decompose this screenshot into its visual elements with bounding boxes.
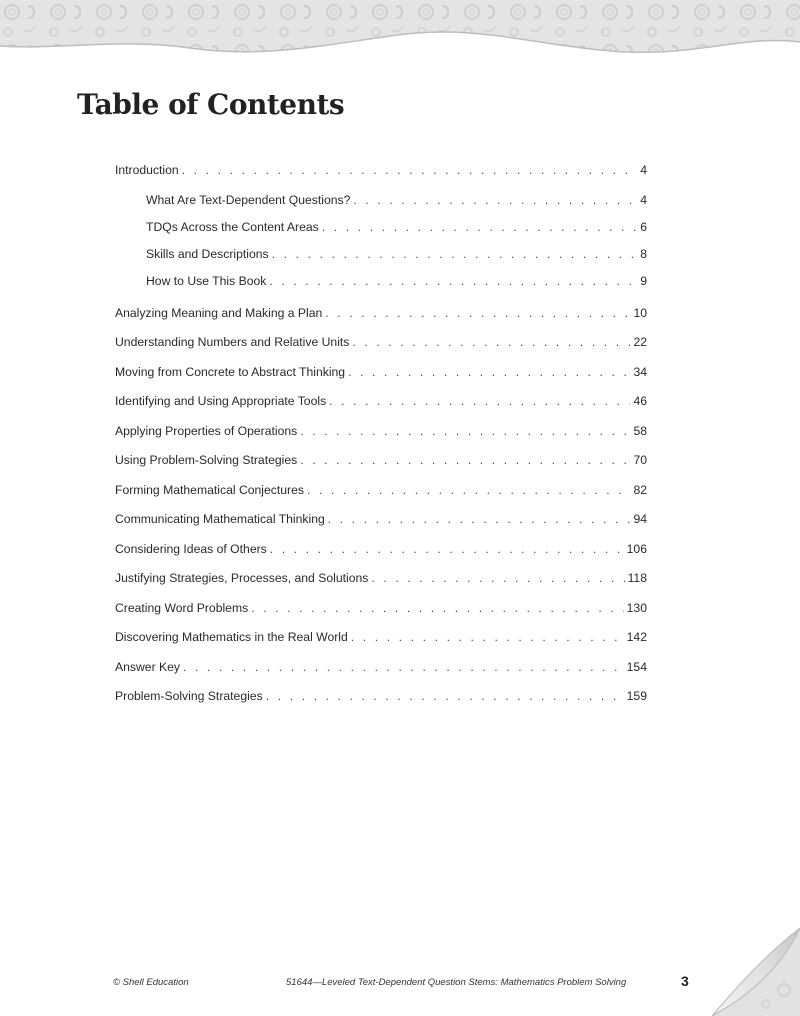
toc-entry-page: 9 (640, 273, 647, 288)
toc-entry-title: Using Problem-Solving Strategies (115, 453, 298, 467)
toc-dot-leader (183, 657, 624, 677)
toc-entry-title: Forming Mathematical Conjectures (115, 482, 304, 497)
toc-entry (115, 160, 647, 190)
toc-entry-title: Justifying Strategies, Processes, and Solutions (115, 571, 369, 585)
toc-entry (115, 303, 647, 333)
toc-entry-page: 94 (633, 512, 647, 526)
toc-entry (115, 450, 647, 480)
toc-entry (115, 391, 647, 421)
page-title: Table of Contents (77, 88, 345, 121)
toc-dot-leader (182, 160, 638, 180)
toc-entry-page: 118 (627, 571, 647, 585)
toc-dot-leader (300, 450, 630, 470)
toc-entry-title: How to Use This Book (146, 273, 267, 288)
toc-dot-leader (300, 421, 630, 441)
toc-entry (115, 539, 647, 569)
toc-entry-page: 70 (633, 453, 647, 467)
toc-dot-leader (269, 271, 637, 291)
toc-entry (115, 271, 647, 298)
toc-entry (115, 568, 647, 598)
toc-entry (115, 509, 647, 539)
toc-dot-leader (325, 303, 630, 323)
toc-entry-page: 159 (626, 689, 647, 703)
toc-entry-page: 130 (626, 600, 647, 615)
toc-entry (115, 332, 647, 362)
toc-entry-title: Discovering Mathematics in the Real World (115, 630, 348, 644)
toc-entry-page: 82 (633, 482, 647, 497)
toc-dot-leader (353, 190, 637, 210)
toc-entry-title: Communicating Mathematical Thinking (115, 512, 325, 526)
toc-entry-page: 58 (633, 423, 647, 438)
toc-dot-leader (272, 244, 638, 264)
toc-entry-page: 154 (626, 659, 647, 674)
toc-entry-page: 22 (633, 335, 647, 349)
toc-entry-title: Analyzing Meaning and Making a Plan (115, 305, 323, 320)
footer-book-title: 51644—Leveled Text-Dependent Question Stems: Mathematics Problem Solving (286, 977, 627, 988)
toc-entry (115, 480, 647, 510)
toc-entry (115, 421, 647, 451)
toc-dot-leader (251, 598, 623, 618)
toc-entry-title: What Are Text-Dependent Questions? (146, 192, 351, 207)
toc-dot-leader (266, 686, 624, 706)
toc-entry-title: Creating Word Problems (115, 600, 249, 615)
toc-dot-leader (348, 362, 630, 382)
toc-entry-page: 8 (640, 246, 647, 261)
toc-entry (115, 657, 647, 687)
page-footer (0, 968, 800, 1016)
toc-entry-title: Answer Key (115, 659, 181, 674)
toc-entry-title: Considering Ideas of Others (115, 541, 267, 556)
toc-dot-leader (307, 480, 630, 500)
toc-entry-title: Identifying and Using Appropriate Tools (115, 394, 327, 408)
toc-entry (115, 598, 647, 628)
table-of-contents (115, 160, 647, 716)
toc-entry (115, 627, 647, 657)
toc-dot-leader (351, 627, 624, 647)
page-curl-icon (706, 928, 800, 1016)
toc-entry (115, 686, 647, 716)
footer-copyright: © Shell Education (113, 977, 189, 988)
toc-dot-leader (270, 539, 624, 559)
toc-entry-page: 46 (633, 394, 647, 408)
toc-entry (115, 217, 647, 244)
toc-entry-title: Understanding Numbers and Relative Units (115, 335, 350, 349)
toc-entry-title: Applying Properties of Operations (115, 423, 298, 438)
toc-entry-title: Problem-Solving Strategies (115, 689, 263, 703)
toc-entry-page: 106 (626, 541, 647, 556)
toc-entry-page: 10 (633, 305, 647, 320)
decorative-header-band (0, 0, 800, 70)
toc-entry-title: TDQs Across the Content Areas (146, 219, 319, 234)
toc-dot-leader (371, 568, 624, 588)
toc-entry-title: Skills and Descriptions (146, 246, 269, 261)
toc-entry (115, 244, 647, 271)
toc-dot-leader (322, 217, 637, 237)
page-number: 3 (681, 973, 689, 989)
toc-entry-page: 34 (633, 364, 647, 379)
toc-dot-leader (328, 509, 631, 529)
toc-entry-page: 4 (640, 163, 647, 177)
toc-dot-leader (329, 391, 630, 411)
toc-entry-page: 4 (640, 192, 647, 207)
toc-entry (115, 362, 647, 392)
toc-entry-title: Moving from Concrete to Abstract Thinking (115, 364, 346, 379)
toc-entry-title: Introduction (115, 163, 179, 177)
toc-entry (115, 190, 647, 217)
toc-entry-page: 142 (626, 630, 647, 644)
toc-entry-page: 6 (640, 219, 647, 234)
toc-dot-leader (352, 332, 630, 352)
